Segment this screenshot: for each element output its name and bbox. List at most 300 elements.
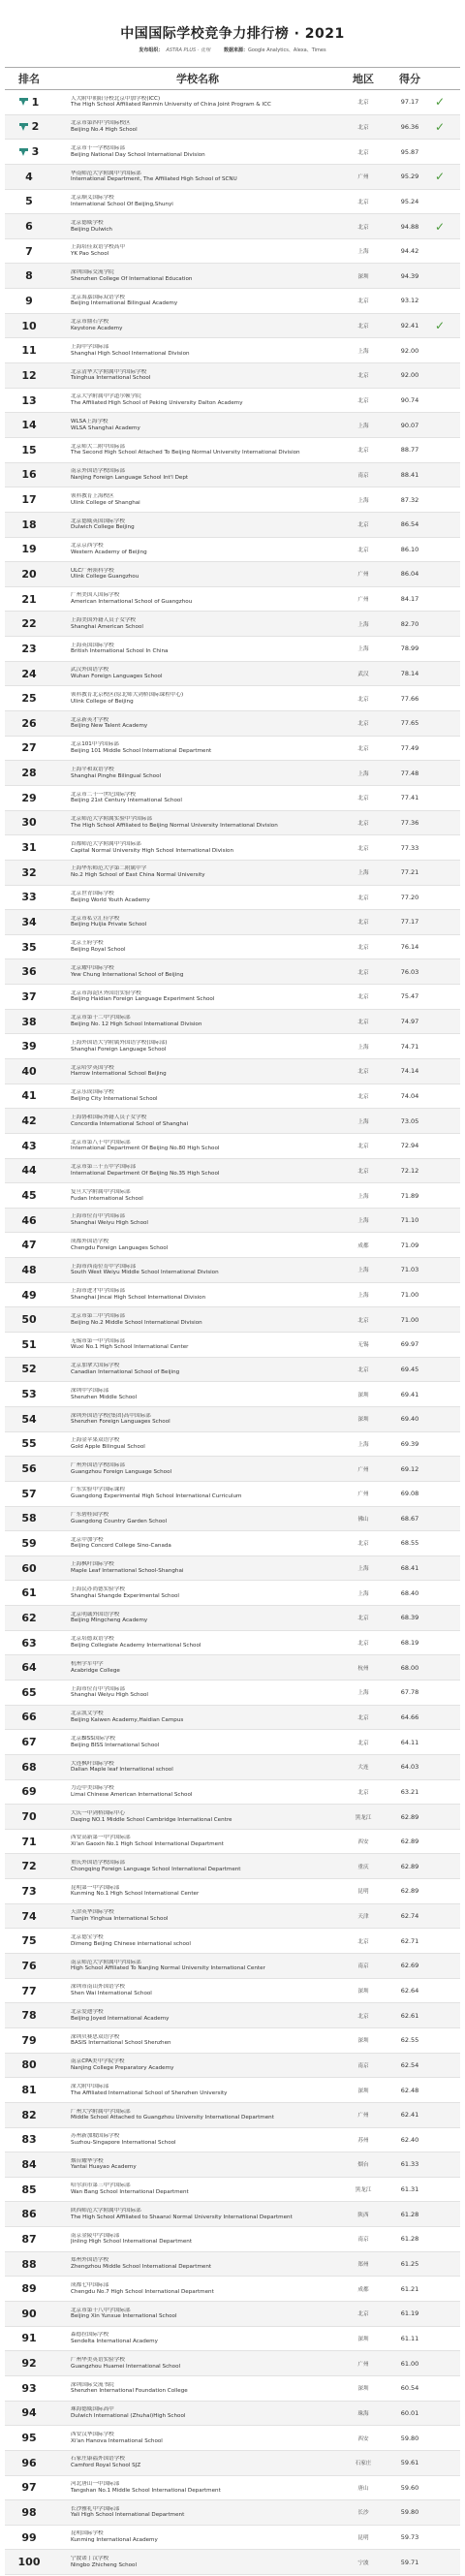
score-cell: 78.99 (400, 644, 419, 653)
rank-number: 67 (21, 1736, 37, 1749)
score-cell: 90.74 (400, 396, 419, 404)
medal-icon (19, 123, 28, 131)
score-cell: 92.00 (400, 346, 419, 355)
table-row (5, 2202, 460, 2227)
rank-number: 47 (21, 1239, 37, 1252)
table-row (5, 2152, 460, 2178)
school-name-zh: 深圳贝赛思双语学校 (71, 2033, 120, 2040)
school-name-zh: 北京市二十一世纪国际学校 (71, 791, 137, 798)
score-cell: 62.89 (400, 1862, 419, 1870)
table-row (5, 662, 460, 687)
rank-number: 75 (21, 1934, 37, 1948)
school-name-zh: 森德拉国际学校 (71, 2332, 109, 2339)
rank-number: 24 (21, 667, 37, 680)
school-cell (53, 1040, 342, 1052)
area-cell: 苏州 (357, 2137, 369, 2144)
school-name-zh: 力迈中美国际学校 (71, 1785, 114, 1792)
rank-number: 51 (21, 1337, 37, 1351)
score-cell: 69.45 (400, 1365, 419, 1373)
rank-number: 18 (21, 518, 37, 531)
school-cell (53, 2530, 342, 2543)
school-name-en: WLSA Shanghai Academy (71, 424, 140, 431)
area-cell: 北京 (357, 124, 369, 131)
rank-cell (5, 891, 53, 903)
score-cell: 61.21 (400, 2284, 419, 2293)
table-row (5, 1109, 460, 1134)
school-name-zh: 郑州外国语学校 (71, 2257, 109, 2264)
score-cell: 88.41 (400, 470, 419, 479)
school-name-en: Beijing Xin Yunxue International School (71, 2313, 177, 2320)
col-score-header: 得分 (399, 73, 420, 85)
rank-number: 30 (21, 816, 37, 830)
area-cell: 北京 (357, 745, 369, 752)
area-cell: 上海 (357, 646, 369, 653)
rank-number: 5 (25, 195, 33, 208)
school-name-en: The High School Affiliated to Beijing Normal University International Division (71, 822, 278, 829)
area-cell: 北京 (357, 1317, 369, 1324)
school-cell (53, 393, 342, 406)
table-row (5, 1457, 460, 1482)
score-cell: 87.32 (400, 495, 419, 504)
rank-number: 8 (25, 269, 33, 283)
rank-number: 37 (21, 990, 37, 1003)
rank-number: 28 (21, 767, 37, 780)
check-cell (435, 95, 460, 109)
rank-number: 71 (21, 1835, 37, 1848)
rank-number: 76 (21, 1959, 37, 1972)
score-cell: 68.41 (400, 1564, 419, 1573)
school-name-en: Canadian International School of Beijing (71, 1368, 180, 1375)
score-cell: 64.03 (400, 1763, 419, 1772)
rank-number: 87 (21, 2232, 37, 2246)
school-name-en: Shanghai Weiyu High School (71, 1220, 148, 1227)
school-name-zh: 无锡市第一中学国际部 (71, 1337, 125, 1344)
score-cell: 59.71 (400, 2558, 419, 2566)
rank-number: 15 (21, 443, 37, 456)
school-name-en: Beijing Haidian Foreign Language Experiment School (71, 996, 215, 1003)
score-cell: 69.39 (400, 1439, 419, 1448)
rank-cell (5, 1140, 53, 1152)
area-cell: 广州 (357, 1492, 369, 1498)
school-name-zh: ULC广州领科学校 (71, 567, 114, 574)
school-cell (53, 2034, 342, 2047)
rank-cell (5, 2457, 53, 2469)
school-cell (53, 643, 342, 655)
area-cell: 珠海 (357, 2410, 369, 2417)
rank-cell (5, 1836, 53, 1848)
medal-icon (19, 98, 28, 106)
school-name-en: International Department, The Affiliated High School of SCNU (71, 176, 237, 183)
area-cell: 北京 (357, 845, 369, 852)
school-name-en: South West Weiyu Middle School International Division (71, 1270, 219, 1276)
area-cell: 上海 (357, 1218, 369, 1225)
area-cell: 上海 (357, 1268, 369, 1274)
score-cell: 69.40 (400, 1415, 419, 1424)
area-cell: 北京 (357, 994, 369, 1001)
rank-number: 60 (21, 1561, 37, 1575)
school-name-zh: 成都七中国际部 (71, 2281, 109, 2288)
rank-number: 31 (21, 841, 37, 855)
school-name-zh: 长沙雅礼中学国际部 (71, 2505, 120, 2512)
school-cell (53, 1860, 342, 1872)
rank-cell (5, 1164, 53, 1177)
school-name-zh: 领科教育北京校区(原北师大剑桥国际课程中心) (71, 691, 184, 698)
rank-cell (5, 2034, 53, 2047)
score-cell: 69.08 (400, 1490, 419, 1498)
rank-cell (5, 2183, 53, 2196)
score-cell: 62.40 (400, 2135, 419, 2144)
score-cell: 62.74 (400, 1912, 419, 1921)
area-cell: 北京 (357, 721, 369, 728)
score-cell: 74.97 (400, 1018, 419, 1026)
rank-number: 77 (21, 1984, 37, 1997)
school-name-zh: 北京新英才学校 (71, 716, 109, 723)
table-row (5, 786, 460, 811)
school-name-zh: 复旦大学附属中学国际部 (71, 1188, 131, 1195)
school-name-zh: 北京德宝学校 (71, 1934, 104, 1941)
table-row (5, 463, 460, 488)
table-row (5, 1358, 460, 1383)
score-cell: 90.07 (400, 421, 419, 429)
school-name-en: Chengdu Foreign Languages School (71, 1244, 169, 1251)
rank-number: 44 (21, 1164, 37, 1178)
area-cell: 上海 (357, 1566, 369, 1573)
school-name-en: Shenzhen College Of International Education (71, 275, 193, 282)
rank-cell (5, 195, 53, 207)
school-name-en: Ulink College Guangzhou (71, 574, 140, 581)
rank-number: 52 (21, 1363, 37, 1376)
school-name-en: Guangdong Country Garden School (71, 1518, 168, 1524)
school-name-zh: 北京京西学校 (71, 543, 104, 550)
meta-line (0, 47, 465, 53)
school-cell (53, 195, 342, 207)
table-row (5, 1830, 460, 1855)
rank-cell (5, 1934, 53, 1947)
area-cell: 北京 (357, 945, 369, 952)
rank-cell (5, 2531, 53, 2544)
rank-cell (5, 369, 53, 382)
school-cell (53, 96, 342, 109)
school-name-en: Beijing 101 Middle School International Department (71, 747, 212, 754)
area-cell: 南京 (357, 1963, 369, 1970)
area-cell: 广州 (357, 1466, 369, 1473)
school-cell (53, 1213, 342, 1226)
school-cell (53, 2308, 342, 2320)
table-row (5, 115, 460, 141)
rank-number: 100 (17, 2556, 41, 2569)
rank-cell (5, 2481, 53, 2494)
area-cell: 南京 (357, 2237, 369, 2244)
area-cell: 成都 (357, 1242, 369, 1249)
rank-cell (5, 941, 53, 954)
school-name-en: Shanghai Shangde Experimental School (71, 1592, 179, 1599)
school-name-zh: 上海华东师范大学第二附属中学 (71, 865, 147, 872)
table-row (5, 2451, 460, 2476)
school-name-zh: 上海市位育中学国际部 (71, 1685, 125, 1692)
rank-cell (5, 1761, 53, 1774)
rank-number: 38 (21, 1015, 37, 1028)
rank-number: 35 (21, 940, 37, 954)
school-cell (53, 1835, 342, 1847)
rank-cell (5, 2058, 53, 2071)
score-cell: 69.12 (400, 1464, 419, 1473)
table-row (5, 761, 460, 786)
school-cell (53, 2109, 342, 2121)
table-row (5, 190, 460, 215)
school-cell (53, 1313, 342, 1326)
school-cell (53, 171, 342, 183)
score-cell: 95.29 (400, 173, 419, 181)
rank-number: 58 (21, 1512, 37, 1525)
school-name-zh: 北京市十一学校国际部 (71, 144, 125, 151)
score-cell: 60.54 (400, 2384, 419, 2393)
rank-cell (5, 493, 53, 506)
rank-cell (5, 1089, 53, 1102)
school-name-en: Concordia International School of Shanghai (71, 1120, 189, 1127)
rank-number: 48 (21, 1263, 37, 1276)
area-cell: 成都 (357, 2286, 369, 2293)
school-name-en: YK Pao School (71, 251, 109, 258)
check-cell (435, 319, 460, 332)
school-name-zh: 上海协和国际外籍人员子女学校 (71, 1114, 147, 1120)
table-row (5, 1979, 460, 2004)
school-name-zh: 领科教育上海校区 (71, 492, 114, 499)
school-cell (53, 1065, 342, 1078)
school-name-en: No.2 High School of East China Normal University (71, 872, 205, 879)
table-row (5, 1879, 460, 1904)
school-name-zh: 北京中加学校 (71, 1536, 104, 1543)
school-name-en: Keystone Academy (71, 326, 123, 332)
area-cell: 北京 (357, 895, 369, 901)
school-name-zh: 北京顺义国际学校 (71, 195, 114, 202)
rank-cell (5, 269, 53, 282)
rank-cell (5, 419, 53, 431)
area-cell: 北京 (357, 696, 369, 703)
school-name-zh: 上海民办尚德实验学校 (71, 1586, 125, 1593)
rank-number: 9 (25, 294, 33, 307)
school-name-zh: 石家庄康福外国语学校 (71, 2456, 125, 2463)
school-name-en: The Second High School Attached To Beijing Normal University International Division (71, 450, 300, 456)
area-cell: 上海 (357, 1293, 369, 1300)
source-value: Google Analytics、Alexa、Times (247, 47, 326, 53)
area-cell: 上海 (357, 249, 369, 256)
table-row (5, 2302, 460, 2327)
score-cell: 76.14 (400, 943, 419, 952)
school-name-en: Dulwich College Beijing (71, 524, 135, 531)
score-cell: 86.10 (400, 545, 419, 553)
area-cell: 黑龙江 (355, 1814, 372, 1821)
score-cell: 67.78 (400, 1688, 419, 1697)
area-cell: 深圳 (357, 1392, 369, 1398)
school-cell (53, 543, 342, 555)
school-cell (53, 841, 342, 854)
school-cell (53, 717, 342, 730)
score-cell: 61.28 (400, 2210, 419, 2218)
rank-number: 23 (21, 642, 37, 655)
rank-number: 16 (21, 468, 37, 482)
rank-number: 82 (21, 2108, 37, 2121)
school-name-en: The High School Affiliated Renmin University of China Joint Program & ICC (71, 102, 271, 109)
school-name-en: Nanjing Foreign Language School Int'l Dept (71, 474, 189, 481)
school-name-zh: 哈尔滨市第三中学国际部 (71, 2183, 131, 2189)
area-cell: 北京 (357, 398, 369, 404)
rank-number: 72 (21, 1860, 37, 1873)
table-row (5, 1010, 460, 1035)
school-name-zh: 北京市第四中学国际校区 (71, 120, 131, 127)
area-cell: 北京 (357, 1789, 369, 1796)
school-name-en: International Department Of Beijing No.80 High School (71, 1146, 220, 1152)
school-name-en: Wuxi No.1 High School International Center (71, 1344, 189, 1351)
area-cell: 北京 (357, 1616, 369, 1622)
table-row (5, 2054, 460, 2079)
table-row (5, 1631, 460, 1656)
school-name-en: Chongqing Foreign Language School International Department (71, 1866, 241, 1872)
table-row (5, 438, 460, 463)
school-name-en: British International School In China (71, 648, 169, 655)
rank-cell (5, 2158, 53, 2171)
rank-number: 4 (25, 170, 33, 183)
school-name-zh: 北京大学附属中学道尔顿学院 (71, 393, 141, 400)
rank-cell (5, 394, 53, 407)
school-name-en: Dalian Maple leaf International school (71, 1767, 173, 1774)
table-row (5, 363, 460, 389)
school-name-en: Chengdu No.7 High School International Department (71, 2288, 214, 2295)
rank-number: 26 (21, 716, 37, 730)
school-name-en: Beijing International Bilingual Academy (71, 300, 178, 307)
school-cell (53, 2009, 342, 2022)
score-cell: 59.60 (400, 2483, 419, 2492)
school-name-en: Beijing World Youth Academy (71, 896, 150, 903)
school-name-zh: 北京爱迪学校 (71, 2008, 104, 2015)
rank-cell (5, 295, 53, 307)
school-cell (53, 2382, 342, 2395)
score-cell: 68.19 (400, 1639, 419, 1648)
score-cell: 77.21 (400, 868, 419, 877)
school-name-zh: 西安汉华国际学校 (71, 2431, 114, 2437)
school-cell (53, 1239, 342, 1251)
rank-cell (5, 568, 53, 581)
rank-cell (5, 96, 53, 109)
school-name-en: Beijing National Day School International Division (71, 151, 205, 158)
school-name-en: Kunming No.1 High School International Center (71, 1891, 200, 1898)
school-name-en: Beijing New Talent Academy (71, 723, 148, 730)
rank-number: 66 (21, 1711, 37, 1724)
school-name-zh: 北京市海淀区外国语实验学校 (71, 990, 141, 996)
rank-cell (5, 2556, 53, 2568)
rank-number: 2 (31, 120, 40, 134)
table-row (5, 637, 460, 662)
school-name-zh: 北京市第十八中学国际部 (71, 2307, 131, 2313)
score-cell: 77.49 (400, 743, 419, 752)
table-row (5, 959, 460, 985)
table-row (5, 1755, 460, 1780)
school-name-en: Middle School Attached to Guangzhou University International Department (71, 2115, 274, 2121)
table-row (5, 612, 460, 637)
school-cell (53, 2406, 342, 2419)
table-row (5, 1681, 460, 1706)
school-name-en: Beijing No. 12 High School International Division (71, 1021, 202, 1028)
area-cell: 重庆 (357, 1864, 369, 1870)
rank-cell (5, 444, 53, 456)
school-name-zh: 南京金陵中学国际部 (71, 2232, 120, 2239)
table-row (5, 686, 460, 711)
table-row (5, 587, 460, 613)
area-cell: 上海 (357, 423, 369, 429)
rank-cell (5, 617, 53, 630)
rank-number: 95 (21, 2432, 37, 2445)
school-cell (53, 592, 342, 605)
table-row (5, 1233, 460, 1258)
school-name-zh: 昆明第一中学国际部 (71, 1884, 120, 1891)
rank-number: 50 (21, 1313, 37, 1327)
rank-cell (5, 1189, 53, 1202)
table-row (5, 1059, 460, 1084)
rank-number: 90 (21, 2307, 37, 2320)
rank-number: 88 (21, 2257, 37, 2271)
rank-cell (5, 2332, 53, 2344)
table-row (5, 264, 460, 289)
school-cell (53, 1363, 342, 1375)
rank-cell (5, 1612, 53, 1624)
school-cell (53, 1984, 342, 1996)
school-name-en: Yali High School International Department (71, 2512, 185, 2519)
school-cell (53, 1736, 342, 1748)
rank-cell (5, 643, 53, 655)
school-cell (53, 1909, 342, 1922)
rank-cell (5, 1264, 53, 1276)
school-cell (53, 493, 342, 506)
table-row (5, 2128, 460, 2153)
score-cell: 71.89 (400, 1191, 419, 1200)
score-cell: 74.04 (400, 1091, 419, 1100)
rank-cell (5, 1115, 53, 1127)
rank-number: 14 (21, 419, 37, 432)
table-row (5, 985, 460, 1010)
area-cell: 北京 (357, 100, 369, 107)
area-cell: 北京 (357, 373, 369, 380)
school-cell (53, 468, 342, 481)
col-rank-header: 排名 (18, 73, 40, 85)
rank-cell (5, 1711, 53, 1723)
table-row (5, 1183, 460, 1209)
rank-cell (5, 767, 53, 779)
area-cell: 上海 (357, 1690, 369, 1697)
rank-cell (5, 1661, 53, 1674)
school-name-en: Capital Normal University High School International Division (71, 847, 234, 854)
score-cell: 71.00 (400, 1291, 419, 1300)
school-cell (53, 1686, 342, 1699)
school-name-en: Maple Leaf International School-Shanghai (71, 1568, 184, 1575)
area-cell: 北京 (357, 1641, 369, 1648)
rank-number: 39 (21, 1040, 37, 1053)
rank-cell (5, 1860, 53, 1872)
score-cell: 77.20 (400, 893, 419, 901)
area-cell: 昆明 (357, 2535, 369, 2542)
rank-number: 53 (21, 1388, 37, 1401)
rank-cell (5, 1736, 53, 1748)
score-cell: 73.05 (400, 1116, 419, 1125)
school-name-en: Beijing Royal School (71, 947, 126, 954)
school-name-zh: 深圳国际交流学院 (71, 269, 114, 276)
rank-cell (5, 1586, 53, 1599)
area-cell: 上海 (357, 870, 369, 877)
rank-cell (5, 2133, 53, 2146)
table-row (5, 861, 460, 886)
school-name-en: Shenzhen International Foundation College (71, 2388, 188, 2395)
school-name-en: Tangshan No.1 Middle School International Department (71, 2487, 221, 2494)
school-cell (53, 916, 342, 928)
school-name-en: Yantai Huayao Academy (71, 2164, 137, 2171)
